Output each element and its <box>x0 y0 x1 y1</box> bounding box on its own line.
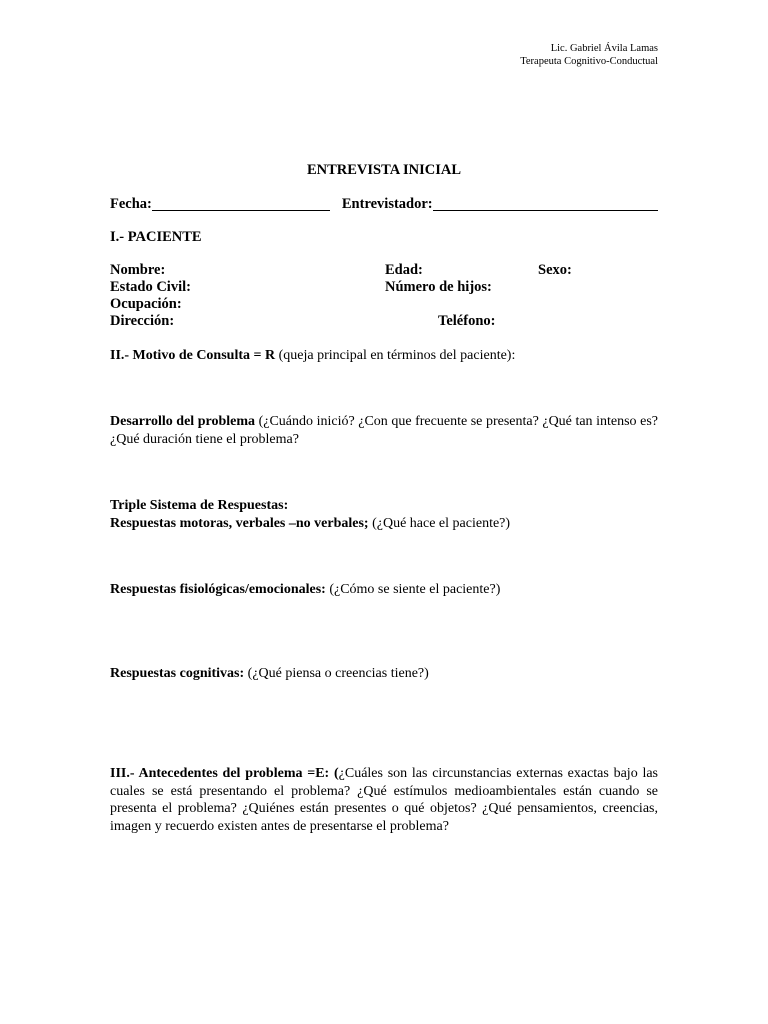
fecha-label: Fecha: <box>110 196 152 212</box>
telefono-label: Teléfono: <box>438 313 496 329</box>
page-header <box>520 42 658 68</box>
nombre-label: Nombre: <box>110 262 166 278</box>
direccion-label: Dirección: <box>110 313 175 329</box>
respuestas-cognitivas <box>110 665 658 683</box>
entrevistador-line <box>433 196 658 211</box>
header-profession: Terapeuta Cognitivo-Conductual <box>520 56 658 67</box>
numero-hijos-label: Número de hijos: <box>385 279 492 295</box>
ocupacion-label: Ocupación: <box>110 296 182 312</box>
motivo-consulta-note: (queja principal en términos del paciente): <box>275 348 516 363</box>
motivo-consulta <box>110 347 658 365</box>
entrevistador-label: Entrevistador: <box>341 196 433 212</box>
edad-label: Edad: <box>385 262 423 278</box>
date-interviewer-row <box>110 196 658 213</box>
antecedentes-questions: ¿Cuáles son las circunstancias externas exactas bajo las cuales se está presentando el problema? ¿Qué estímulos medioambientales están cuando se presenta el problema? ¿Quiénes están presentes o qué objetos? ¿Qué pensamientos, creencias, imagen y recuerdo existen antes de presentarse el problema? <box>110 766 659 834</box>
desarrollo-questions: (¿Cuándo inició? ¿Con que frecuente se presenta? ¿Qué tan intenso es? ¿Qué duración tiene el problema? <box>110 414 658 447</box>
triple-heading: Triple Sistema de Respuestas: <box>110 498 289 513</box>
motivo-consulta-heading: II.- Motivo de Consulta = R <box>110 348 276 363</box>
document-title: ENTREVISTA INICIAL <box>306 162 462 178</box>
desarrollo-problema <box>110 413 658 448</box>
estado-civil-label: Estado Civil: <box>110 279 191 295</box>
sexo-label: Sexo: <box>538 262 572 278</box>
motoras-heading: Respuestas motoras, verbales –no verbales; <box>110 515 369 531</box>
fisiologicas-heading: Respuestas fisiológicas/emocionales: <box>110 582 326 597</box>
section-paciente-heading: I.- PACIENTE <box>110 229 202 245</box>
desarrollo-heading: Desarrollo del problema <box>110 414 256 429</box>
triple-sistema <box>110 497 658 532</box>
antecedentes-problema <box>110 765 658 835</box>
cognitivas-question: (¿Qué piensa o creencias tiene?) <box>244 666 429 681</box>
fecha-line <box>152 196 330 211</box>
fisiologicas-question: (¿Cómo se siente el paciente?) <box>325 582 501 597</box>
motoras-question: (¿Qué hace el paciente?) <box>368 515 511 531</box>
header-author: Lic. Gabriel Ávila Lamas <box>550 43 658 54</box>
respuestas-fisiologicas <box>110 581 658 599</box>
antecedentes-heading: III.- Antecedentes del problema =E: ( <box>110 766 339 781</box>
cognitivas-heading: Respuestas cognitivas: <box>110 666 245 681</box>
